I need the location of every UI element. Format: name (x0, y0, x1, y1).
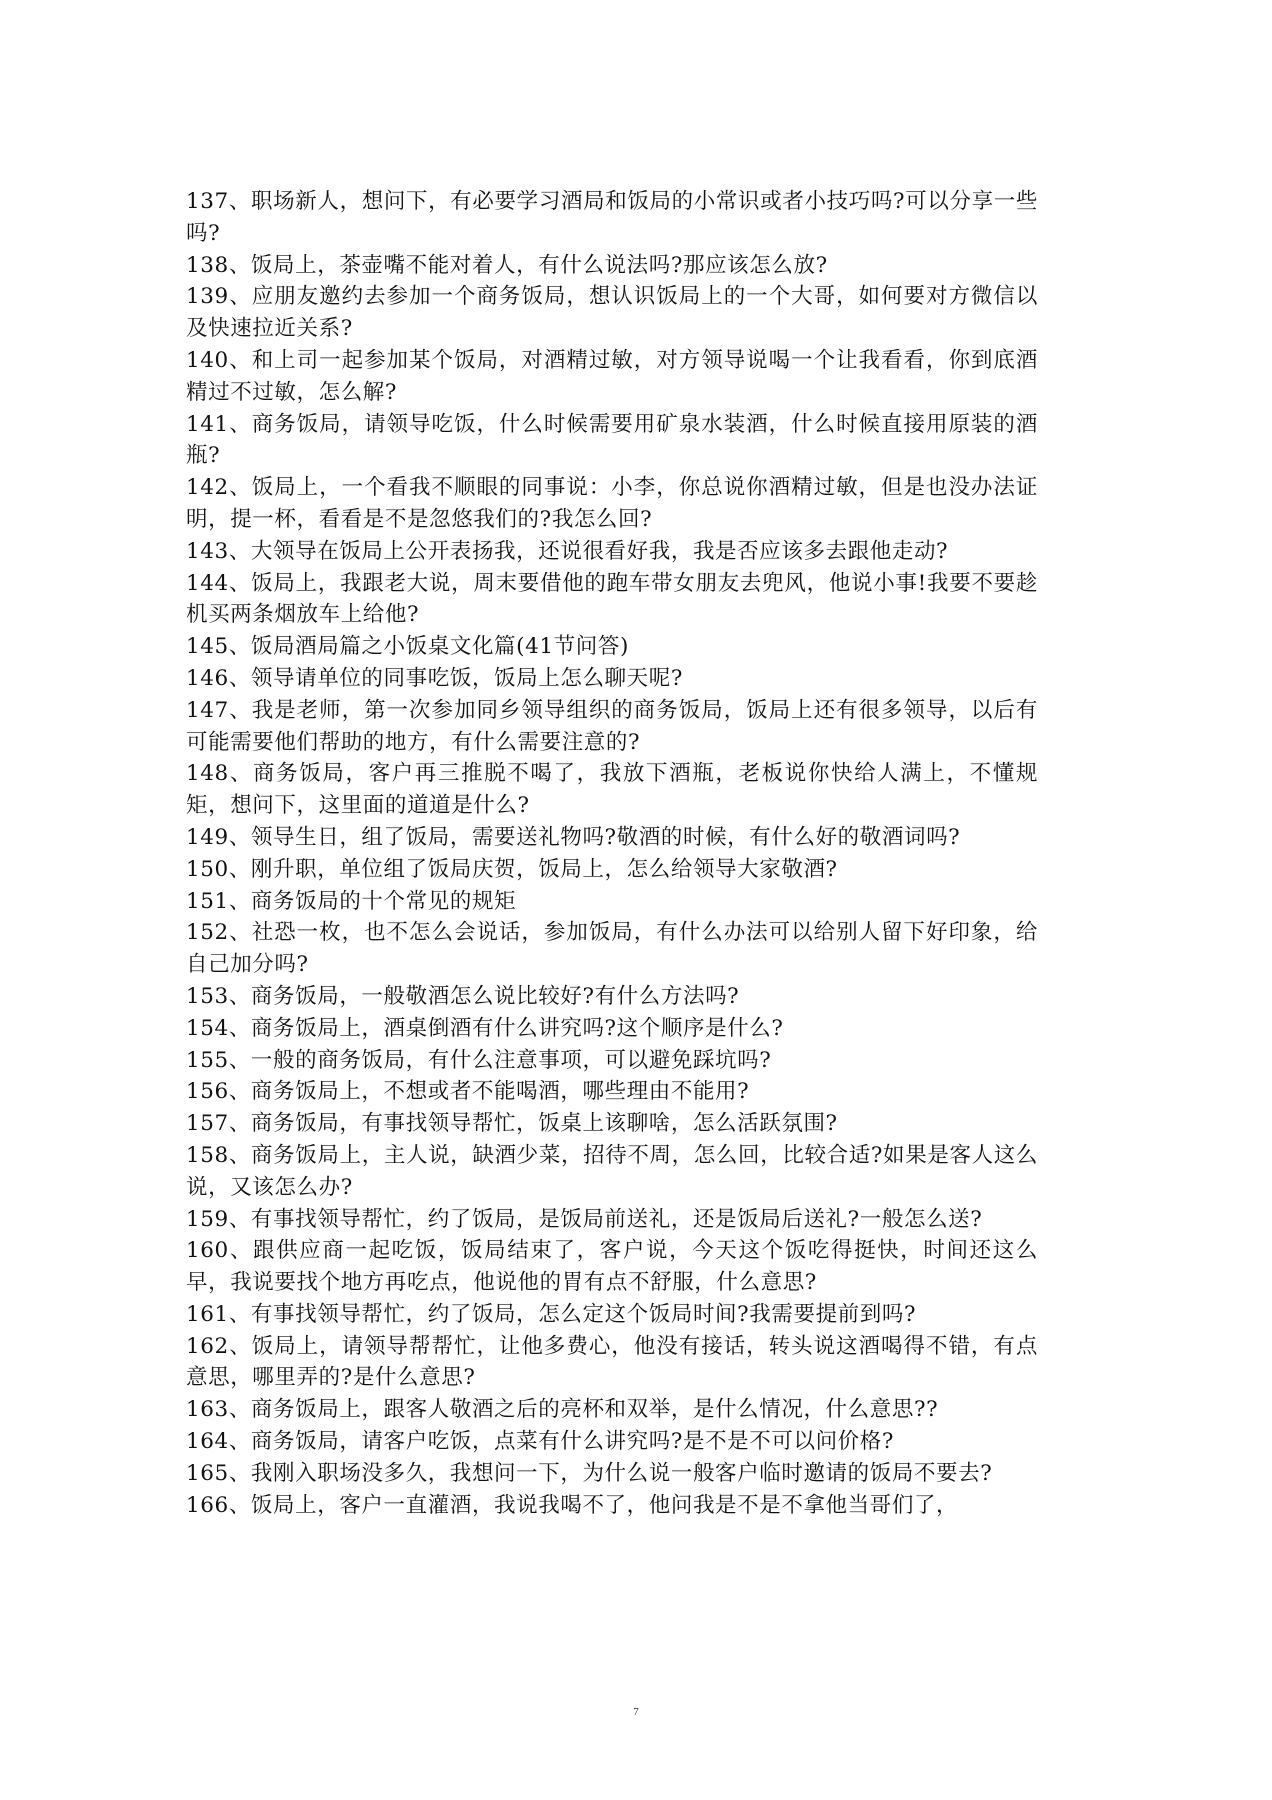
list-item: 145、饭局酒局篇之小饭桌文化篇(41节问答) (186, 634, 629, 660)
list-item: 148、商务饭局，客户再三推脱不喝了，我放下酒瓶，老板说你快给人满上，不懂规矩，想问下，这里面的道道是什么? (186, 761, 1038, 819)
list-item: 137、职场新人，想问下，有必要学习酒局和饭局的小常识或者小技巧吗?可以分享一些吗? (186, 189, 1038, 246)
list-item: 142、饭局上，一个看我不顺眼的同事说：小李，你总说你酒精过敏，但是也没办法证明，提一杯，看看是不是忽悠我们的?我怎么回? (186, 475, 1038, 532)
list-item: 156、商务饭局上，不想或者不能喝酒，哪些理由不能用? (186, 1079, 750, 1105)
list-item: 152、社恐一枚，也不怎么会说话，参加饭局，有什么办法可以给别人留下好印象，给自己加分吗? (186, 920, 1038, 978)
list-item: 154、商务饭局上，酒桌倒酒有什么讲究吗?这个顺序是什么? (186, 1015, 784, 1041)
list-item: 147、我是老师，第一次参加同乡领导组织的商务饭局，饭局上还有很多领导，以后有可能需要他们帮助的地方，有什么需要注意的? (186, 697, 1038, 755)
list-item: 162、饭局上，请领导帮帮忙，让他多费心，他没有接话，转头说这酒喝得不错，有点意思，哪里弄的?是什么意思? (186, 1333, 1038, 1391)
list-item: 153、商务饭局，一般敬酒怎么说比较好?有什么方法吗? (186, 983, 740, 1009)
list-item: 141、商务饭局，请领导吃饭，什么时候需要用矿泉水装酒，什么时候直接用原装的酒瓶? (186, 411, 1038, 469)
list-item: 155、一般的商务饭局，有什么注意事项，可以避免踩坑吗? (186, 1047, 772, 1073)
question-list (186, 186, 1038, 1521)
list-item: 160、跟供应商一起吃饭，饭局结束了，客户说，今天这个饭吃得挺快，时间还这么早，我说要找个地方再吃点，他说他的胃有点不舒服，什么意思? (186, 1238, 1038, 1296)
list-item: 163、商务饭局上，跟客人敬酒之后的亮杯和双举，是什么情况，什么意思?? (186, 1397, 939, 1423)
list-item: 157、商务饭局，有事找领导帮忙，饭桌上该聊啥，怎么活跃氛围? (186, 1111, 838, 1137)
list-item: 159、有事找领导帮忙，约了饭局，是饭局前送礼，还是饭局后送礼?一般怎么送? (186, 1206, 983, 1232)
list-item: 139、应朋友邀约去参加一个商务饭局，想认识饭局上的一个大哥，如何要对方微信以及快速拉近关系? (186, 284, 1038, 342)
list-item: 164、商务饭局，请客户吃饭，点菜有什么讲究吗?是不是不可以问价格? (186, 1429, 894, 1455)
list-item: 146、领导请单位的同事吃饭，饭局上怎么聊天呢? (186, 665, 683, 691)
list-item: 165、我刚入职场没多久，我想问一下，为什么说一般客户临时邀请的饭局不要去? (186, 1460, 993, 1486)
list-item: 140、和上司一起参加某个饭局，对酒精过敏，对方领导说喝一个让我看看，你到底酒精过不过敏，怎么解? (186, 347, 1038, 405)
list-item: 144、饭局上，我跟老大说，周末要借他的跑车带女朋友去兜风，他说小事!我要不要趁机买两条烟放车上给他? (186, 570, 1038, 628)
list-item: 161、有事找领导帮忙，约了饭局，怎么定这个饭局时间?我需要提前到吗? (186, 1301, 917, 1327)
list-item: 166、饭局上，客户一直灌酒，我说我喝不了，他问我是不是不拿他当哥们了， (186, 1492, 959, 1518)
page-number: 7 (633, 1706, 639, 1718)
list-item: 138、饭局上，茶壶嘴不能对着人，有什么说法吗?那应该怎么放? (186, 252, 828, 278)
list-item: 143、大领导在饭局上公开表扬我，还说很看好我，我是否应该多去跟他走动? (186, 538, 949, 564)
list-item: 151、商务饭局的十个常见的规矩 (186, 888, 517, 914)
list-item: 149、领导生日，组了饭局，需要送礼物吗?敬酒的时候，有什么好的敬酒词吗? (186, 824, 961, 850)
list-item: 158、商务饭局上，主人说，缺酒少菜，招待不周，怎么回，比较合适?如果是客人这么说，又该怎么办? (186, 1142, 1038, 1200)
list-item: 150、刚升职，单位组了饭局庆贺，饭局上，怎么给领导大家敬酒? (186, 856, 838, 882)
